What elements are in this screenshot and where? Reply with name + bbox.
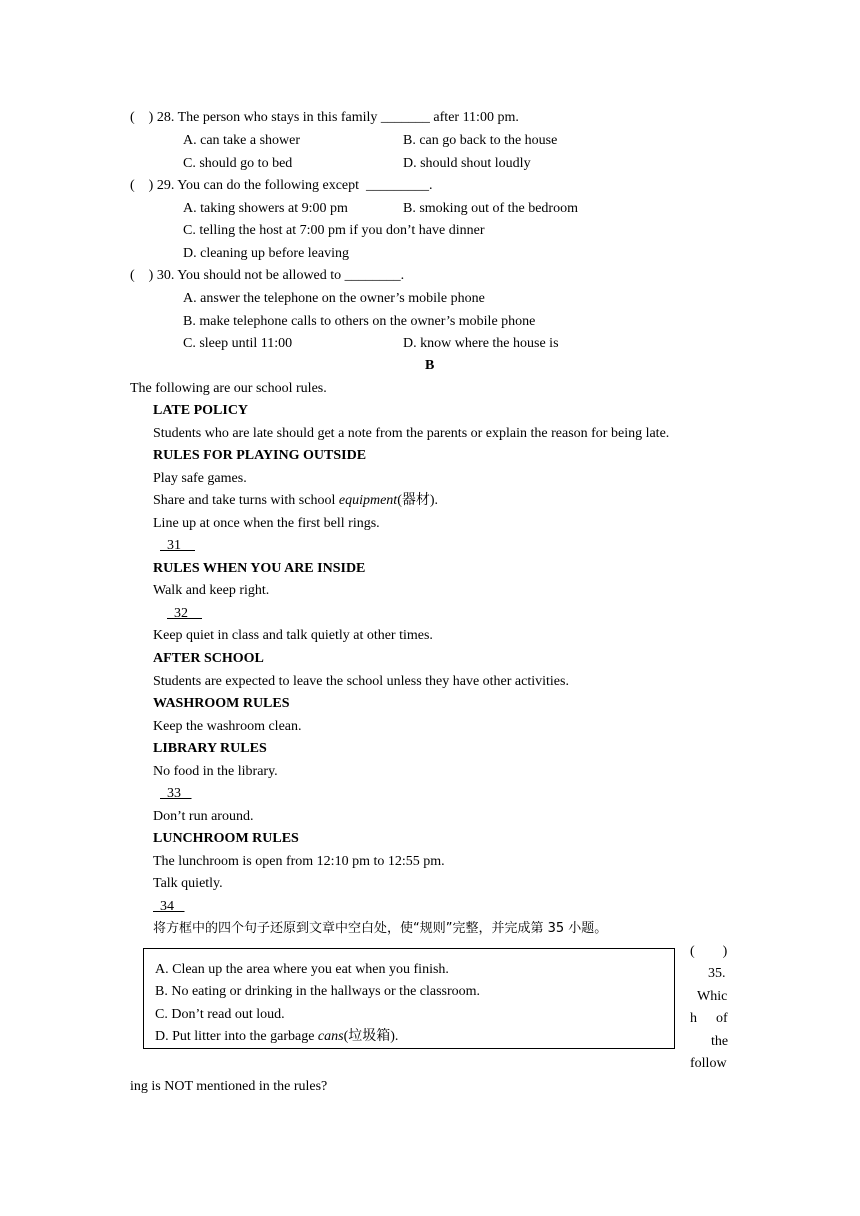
box-option-c: C. Don’t read out loud.: [155, 1007, 285, 1022]
blank-33: 33: [160, 786, 192, 801]
q28-option-d: D. should shout loudly: [403, 156, 531, 171]
lunchroom-rule-2: Talk quietly.: [153, 876, 223, 891]
box-option-a: A. Clean up the area where you eat when you finish.: [155, 962, 449, 977]
library-rule-2: Don’t run around.: [153, 809, 254, 824]
q35-word-3: the: [711, 1034, 729, 1049]
outside-rule-2: Share and take turns with school equipment(器材).: [153, 493, 439, 508]
lunchroom-rules-title: LUNCHROOM RULES: [153, 831, 299, 846]
blank-32: 32: [167, 606, 202, 621]
q29-option-d: D. cleaning up before leaving: [183, 246, 349, 261]
q35-word-2b: of: [716, 1011, 728, 1026]
q29-option-b: B. smoking out of the bedroom: [403, 201, 578, 216]
inside-rule-2: Keep quiet in class and talk quietly at other times.: [153, 628, 433, 643]
instruction-text: 将方框中的四个句子还原到文章中空白处，使“规则”完整，并完成第 35 小题。: [153, 921, 608, 936]
outside-rule-1: Play safe games.: [153, 471, 247, 486]
washroom-rules-title: WASHROOM RULES: [153, 696, 290, 711]
late-policy-title: LATE POLICY: [153, 403, 249, 418]
outside-rules-title: RULES FOR PLAYING OUTSIDE: [153, 448, 367, 463]
after-school-title: AFTER SCHOOL: [153, 651, 264, 666]
question-28-stem: ( ) 28. The person who stays in this family _______ after 11:00 pm.: [130, 110, 519, 125]
question-30-stem: ( ) 30. You should not be allowed to ________.: [130, 268, 405, 283]
q28-option-a: A. can take a shower: [183, 133, 301, 148]
q35-word-2a: h: [690, 1011, 697, 1026]
q35-number: 35.: [708, 966, 726, 981]
q35-word-1: Whic: [697, 989, 728, 1004]
lunchroom-rule-1: The lunchroom is open from 12:10 pm to 12:55 pm.: [153, 854, 445, 869]
section-intro: The following are our school rules.: [130, 381, 327, 396]
q35-paren: ( ): [690, 944, 728, 959]
inside-rule-1: Walk and keep right.: [153, 583, 270, 598]
q35-word-4: follow: [690, 1056, 727, 1071]
box-option-d: D. Put litter into the garbage cans(垃圾箱).: [155, 1029, 399, 1044]
q30-option-c: C. sleep until 11:00: [183, 336, 293, 351]
late-policy-text: Students who are late should get a note from the parents or explain the reason for being late.: [153, 426, 670, 441]
blank-34: 34: [153, 899, 185, 914]
q29-option-a: A. taking showers at 9:00 pm: [183, 201, 348, 216]
library-rules-title: LIBRARY RULES: [153, 741, 267, 756]
q30-option-d: D. know where the house is: [403, 336, 559, 351]
q28-option-c: C. should go to bed: [183, 156, 293, 171]
q30-option-a: A. answer the telephone on the owner’s mobile phone: [183, 291, 485, 306]
q29-option-c: C. telling the host at 7:00 pm if you don’t have dinner: [183, 223, 485, 238]
outside-rule-3: Line up at once when the first bell rings.: [153, 516, 380, 531]
box-option-b: B. No eating or drinking in the hallways or the classroom.: [155, 984, 481, 999]
q30-option-b: B. make telephone calls to others on the owner’s mobile phone: [183, 314, 536, 329]
options-box: [143, 948, 675, 1049]
section-heading: B: [425, 358, 435, 373]
q28-option-b: B. can go back to the house: [403, 133, 558, 148]
q35-tail: ing is NOT mentioned in the rules?: [130, 1079, 328, 1094]
inside-rules-title: RULES WHEN YOU ARE INSIDE: [153, 561, 366, 576]
after-school-rule: Students are expected to leave the school unless they have other activities.: [153, 674, 569, 689]
question-29-stem: ( ) 29. You can do the following except _________.: [130, 178, 433, 193]
library-rule-1: No food in the library.: [153, 764, 278, 779]
blank-31: 31: [160, 538, 195, 553]
washroom-rule: Keep the washroom clean.: [153, 719, 302, 734]
